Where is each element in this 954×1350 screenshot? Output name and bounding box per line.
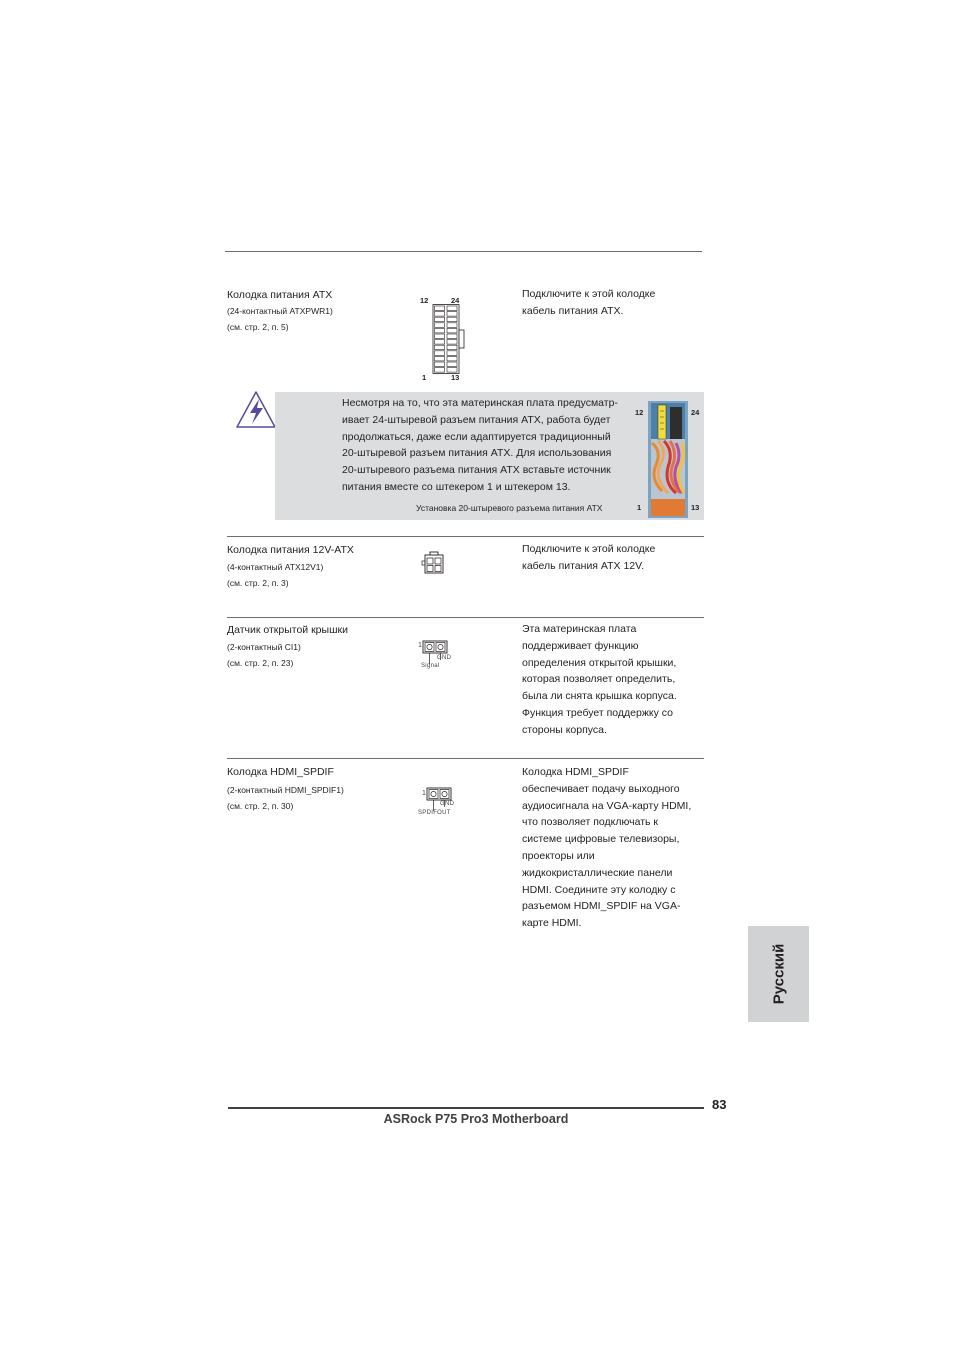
spdif-desc-line: что позволяет подключать к — [522, 816, 659, 829]
atx-pin-label-12: 12 — [420, 296, 429, 305]
atx-connector-photo — [648, 401, 688, 518]
page-number: 83 — [712, 1097, 727, 1112]
note-line: 20-штыревой разъем питания ATX. Для использования — [342, 447, 612, 460]
ci-title: Датчик открытой крышки — [227, 624, 348, 636]
spdif-2pin-connector-icon — [426, 787, 454, 811]
ci-desc-line: Функция требует поддержку со — [522, 706, 673, 719]
ci-2pin-connector-diagram — [418, 638, 468, 674]
spdif-desc-line: проекторы или — [522, 849, 595, 862]
spdif-label-gnd: GND — [440, 801, 455, 807]
spdif-desc-line: Колодка HDMI_SPDIF — [522, 766, 629, 778]
atx-description — [522, 286, 655, 320]
ci-pin-label-1: 1 — [418, 642, 423, 649]
top-rule — [225, 251, 702, 252]
spdif-desc-line: HDMI. Соедините эту колодку с — [522, 883, 676, 896]
atx-desc-line: Подключите к этой колодке — [522, 288, 656, 300]
footer-title: ASRock P75 Pro3 Motherboard — [383, 1112, 569, 1126]
ci-ref: (см. стр. 2, п. 23) — [227, 658, 294, 668]
language-tab-label: Русский — [770, 943, 787, 1005]
photo-pin-label-1: 1 — [637, 503, 642, 512]
spdif-desc-line: системе цифровые телевизоры, — [522, 833, 680, 846]
note-line: 20-штыревого разъема питания ATX вставьте источник — [342, 464, 611, 477]
photo-pin-label-13: 13 — [691, 503, 700, 512]
spdif-desc-line: обеспечивает подачу выходного — [522, 782, 680, 795]
warning-icon — [235, 390, 277, 430]
footer-rule — [228, 1107, 704, 1109]
spdif-desc-line: аудиосигнала на VGA-карту HDMI, — [522, 799, 692, 812]
ci-desc-line: Эта материнская плата — [522, 623, 637, 635]
spdif-pin-label-1: 1 — [422, 790, 427, 797]
note-caption: Установка 20-штыревого разъема питания ATX — [416, 503, 603, 513]
atx-desc-line: кабель питания ATX. — [522, 304, 624, 317]
atx12v-4pin-connector-icon — [421, 551, 445, 575]
ci-label-signal: Signal — [421, 663, 440, 669]
atx12v-title: Колодка питания 12V-ATX — [227, 544, 354, 556]
note-line: продолжаться, даже если адаптируется традиционный — [342, 430, 611, 443]
section-rule — [227, 536, 704, 537]
ci-desc-line: стороны корпуса. — [522, 723, 607, 736]
atx-ref: (см. стр. 2, п. 5) — [227, 322, 289, 332]
note-line: Несмотря на то, что эта материнская плата предусматр- — [342, 397, 618, 409]
note-line: ивает 24-штыревой разъем питания ATX, работа будет — [342, 413, 611, 426]
ci-desc-line: определения открытой крышки, — [522, 656, 677, 669]
note-text — [342, 395, 618, 496]
spdif-ref: (см. стр. 2, п. 30) — [227, 801, 294, 811]
atx-pin-label-1: 1 — [422, 373, 427, 382]
spdif-label-out: SPDIFOUT — [418, 810, 451, 816]
ci-desc-line: которая позволяет определить, — [522, 673, 676, 686]
atx-pin-label-24: 24 — [451, 296, 460, 305]
atx12v-desc-line: Подключите к этой колодке — [522, 543, 656, 555]
note-line: питания вместе со штекером 1 и штекером 13. — [342, 480, 571, 493]
spdif-description — [522, 764, 691, 932]
spdif-2pin-connector-diagram — [418, 785, 468, 821]
ci-label-gnd: GND — [437, 655, 452, 661]
spdif-desc-line: разъемом HDMI_SPDIF на VGA- — [522, 900, 681, 913]
atx-24pin-connector-icon — [432, 304, 466, 374]
atx12v-ref: (см. стр. 2, п. 3) — [227, 578, 289, 588]
atx-model: (24-контактный ATXPWR1) — [227, 306, 333, 316]
spdif-desc-line: жидкокристаллические панели — [522, 866, 673, 879]
ci-model: (2-контактный CI1) — [227, 642, 301, 652]
atx-24pin-connector-diagram — [418, 292, 466, 384]
ci-desc-line: поддерживает функцию — [522, 639, 639, 652]
atx12v-description — [522, 541, 655, 575]
spdif-title: Колодка HDMI_SPDIF — [227, 766, 334, 778]
language-tab — [748, 926, 809, 1022]
spdif-desc-line: карте HDMI. — [522, 917, 582, 930]
section-rule — [227, 617, 704, 618]
photo-pin-label-24: 24 — [691, 408, 700, 417]
atx-title: Колодка питания ATX — [227, 289, 333, 301]
atx12v-model: (4-контактный ATX12V1) — [227, 562, 324, 572]
ci-desc-line: была ли снята крышка корпуса. — [522, 690, 677, 703]
atx12v-desc-line: кабель питания ATX 12V. — [522, 559, 645, 572]
atx-pin-label-13: 13 — [451, 373, 460, 382]
spdif-model: (2-контактный HDMI_SPDIF1) — [227, 785, 344, 795]
section-rule — [227, 758, 704, 759]
photo-pin-label-12: 12 — [635, 408, 644, 417]
ci-description — [522, 621, 677, 739]
note-box — [275, 392, 704, 520]
